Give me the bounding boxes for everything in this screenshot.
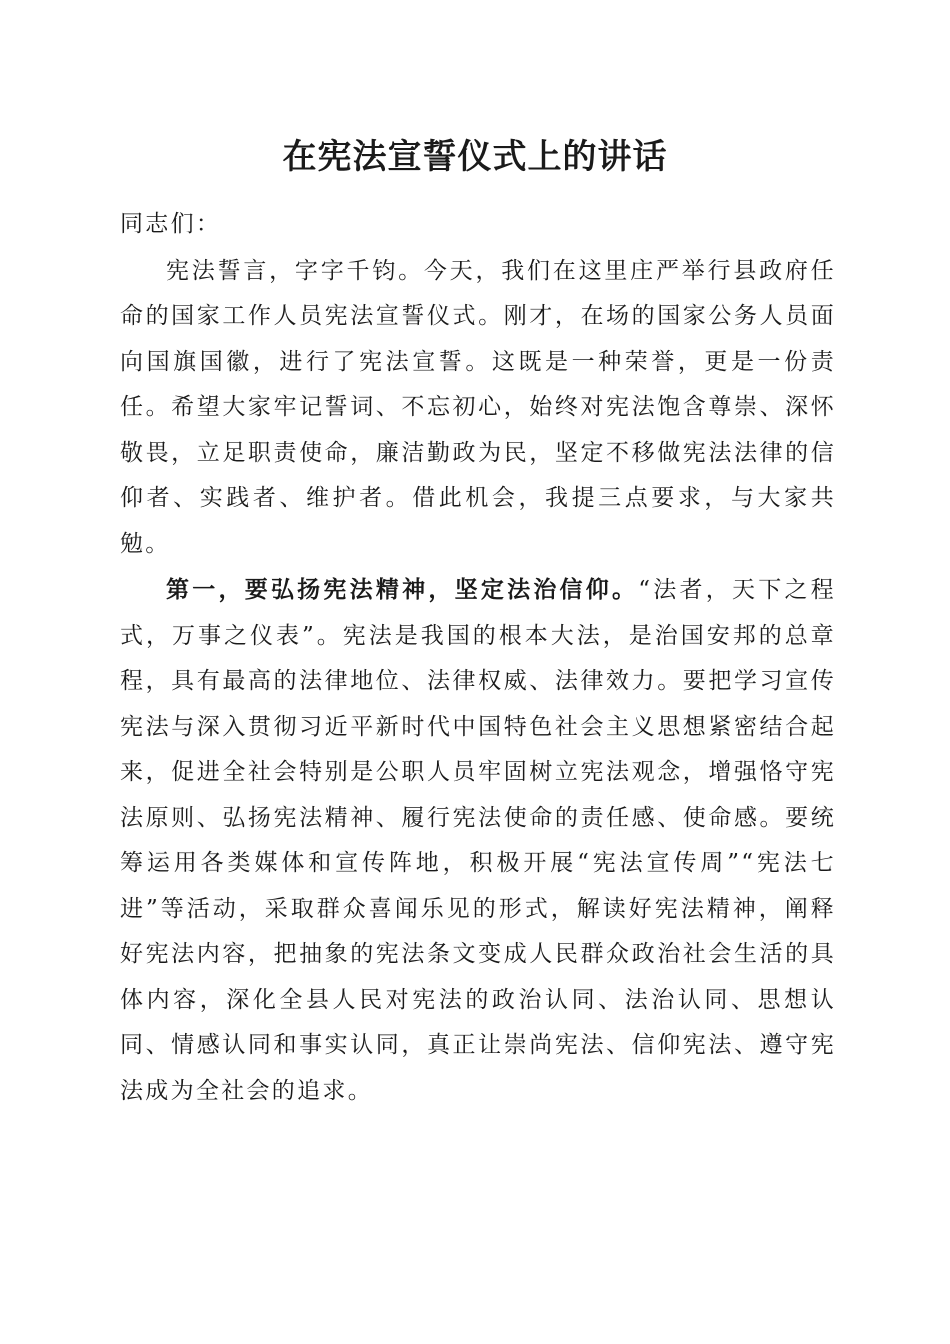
paragraph-intro xyxy=(120,248,836,568)
paragraph-lead: 第一，要弘扬宪法精神，坚定法治信仰。 xyxy=(166,576,639,603)
document-title: 在宪法宣誓仪式上的讲话 xyxy=(282,137,668,177)
document-body xyxy=(120,202,836,1114)
paragraph-text: “法者，天下之程式，万事之仪表”。宪法是我国的根本大法，是治国安邦的总章程，具有最高的法律地位、法律权威、法律效力。要把学习宣传宪法与深入贯彻习近平新时代中国特色社会主义思想紧密结合起来，促进全社会特别是公职人员牢固树立宪法观念，增强恪守宪法原则、弘扬宪法精神、履行宪法使命的责任感、使命感。要统筹运用各类媒体和宣传阵地，积极开展“宪法宣传周”“宪法七进”等活动，采取群众喜闻乐见的形式，解读好宪法精神，阐释好宪法内容，把抽象的宪法条文变成人民群众政治社会生活的具体内容，深化全县人民对宪法的政治认同、法治认同、思想认同、情感认同和事实认同，真正让崇尚宪法、信仰宪法、遵守宪法成为全社会的追求。 xyxy=(120,577,836,1104)
salutation: 同志们： xyxy=(120,211,222,237)
paragraph-text: 宪法誓言，字字千钧。今天，我们在这里庄严举行县政府任命的国家工作人员宪法宣誓仪式。刚才，在场的国家公务人员面向国旗国徽，进行了宪法宣誓。这既是一种荣誉，更是一份责任。希望大家牢记誓词、不忘初心，始终对宪法饱含尊崇、深怀敬畏，立足职责使命，廉洁勤政为民，坚定不移做宪法法律的信仰者、实践者、维护者。借此机会，我提三点要求，与大家共勉。 xyxy=(120,257,836,557)
paragraph-first-point xyxy=(120,567,836,1114)
